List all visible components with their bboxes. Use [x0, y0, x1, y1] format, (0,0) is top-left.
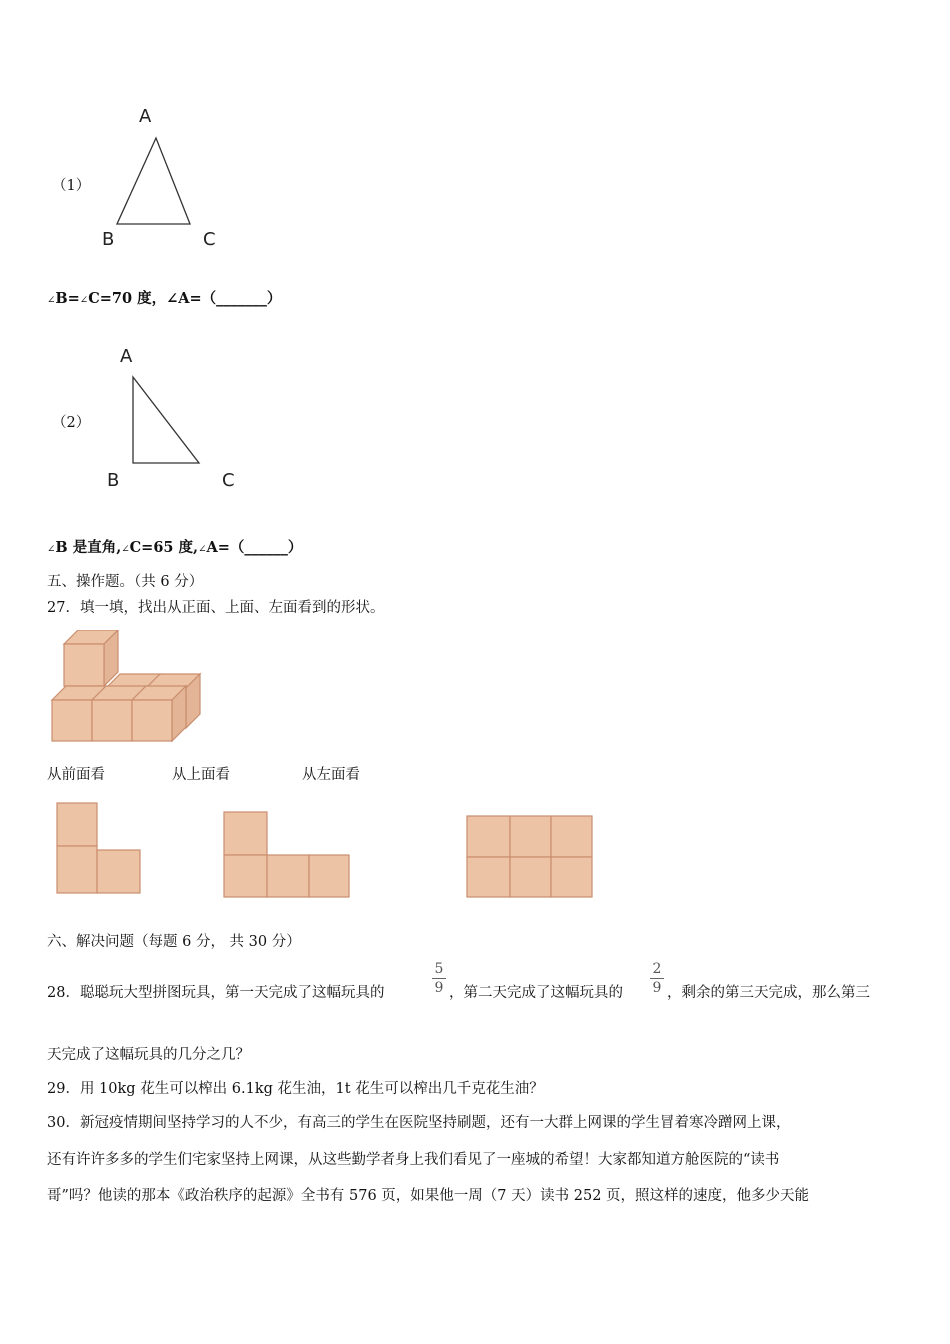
- view-square: [97, 850, 140, 893]
- cube-arrangement-figure: [48, 630, 208, 745]
- fraction-denominator: 9: [434, 980, 444, 996]
- question-30-line1: 30．新冠疫情期间坚持学习的人不少，有高三的学生在医院坚持刷题，还有一大群上网课的学生冒着寒冷蹭网上课，: [47, 1115, 791, 1131]
- fraction-numerator: 5: [434, 961, 444, 977]
- problem-2-text-mid: C=65 度,: [129, 539, 199, 556]
- triangle-1-label-b: B: [102, 229, 115, 250]
- view-square: [510, 816, 551, 857]
- problem-2-text-prefix: B 是直角,: [55, 539, 122, 556]
- view-top-label: 从上面看: [172, 767, 230, 783]
- view-square: [224, 812, 267, 855]
- question-29: 29．用 10kg 花生可以榨出 6.1kg 花生油，1t 花生可以榨出几千克花生油？: [47, 1081, 544, 1097]
- front-view-figure: [52, 800, 147, 900]
- view-square: [57, 846, 97, 893]
- fraction-bar: [650, 978, 664, 979]
- triangle-1-label-a: A: [139, 106, 152, 127]
- view-square: [551, 816, 592, 857]
- problem-2-text-end: A=（______）: [206, 539, 303, 556]
- top-view-figure: [220, 808, 355, 903]
- fraction-bar: [432, 978, 446, 979]
- view-square: [224, 855, 267, 897]
- problem-2-question: [47, 539, 302, 559]
- section-6-heading: 六、解决问题（每题 6 分， 共 30 分）: [47, 934, 301, 950]
- view-square: [467, 816, 510, 857]
- cube-front-face: [92, 700, 132, 741]
- view-square: [267, 855, 309, 897]
- question-28-part2: ，第二天完成了这幅玩具的: [449, 985, 623, 1001]
- question-30-line2: 还有许许多多的学生们宅家坚持上网课，从这些勤学者身上我们看见了一座城的希望！大家都知道方舱医院的“读书: [47, 1152, 780, 1168]
- fraction-numerator: 2: [652, 961, 662, 977]
- problem-1-text-prefix: B=: [55, 290, 80, 307]
- view-square: [309, 855, 349, 897]
- angle-symbol: ∠: [47, 295, 56, 306]
- view-front-label: 从前面看: [47, 767, 105, 783]
- triangle-1-label-c: C: [203, 229, 216, 250]
- fraction-2-9: [650, 961, 664, 996]
- cube-front-face: [132, 700, 172, 741]
- view-square: [57, 803, 97, 846]
- problem-2-number: （2）: [52, 415, 91, 431]
- question-28-line2: 天完成了这幅玩具的几分之几？: [47, 1047, 250, 1063]
- question-30-line3: 哥”吗？他读的那本《政治秩序的起源》全书有 576 页，如果他一周（7 天）读书 252 页，照这样的速度，他多少天能: [47, 1188, 810, 1204]
- fraction-5-9: [432, 961, 446, 996]
- triangle-2-label-b: B: [107, 470, 120, 491]
- triangle-2-label-a: A: [120, 346, 133, 367]
- problem-1-text-mid: C=70 度，∠A=（_______）: [88, 290, 282, 307]
- angle-symbol: ∠: [198, 544, 207, 555]
- problem-1-number: （1）: [52, 178, 91, 194]
- angle-symbol: ∠: [47, 544, 56, 555]
- cube-front-face: [64, 644, 104, 686]
- triangle-2: [133, 377, 199, 463]
- view-square: [510, 857, 551, 897]
- problem-1-question: [47, 290, 281, 310]
- triangle-2-label-c: C: [222, 470, 235, 491]
- question-28-part1: 28．聪聪玩大型拼图玩具，第一天完成了这幅玩具的: [47, 985, 385, 1001]
- fraction-denominator: 9: [652, 980, 662, 996]
- view-left-label: 从左面看: [302, 767, 360, 783]
- angle-symbol: ∠: [79, 295, 89, 306]
- left-view-figure: [463, 812, 598, 902]
- section-5-heading: 五、操作题。（共 6 分）: [47, 574, 204, 590]
- view-square: [551, 857, 592, 897]
- question-27: 27．填一填，找出从正面、上面、左面看到的形状。: [47, 600, 385, 616]
- question-28-part3: ，剩余的第三天完成，那么第三: [667, 985, 870, 1001]
- view-square: [467, 857, 510, 897]
- cube-front-face: [52, 700, 92, 741]
- angle-symbol: ∠: [121, 544, 130, 555]
- triangle-1: [117, 138, 190, 224]
